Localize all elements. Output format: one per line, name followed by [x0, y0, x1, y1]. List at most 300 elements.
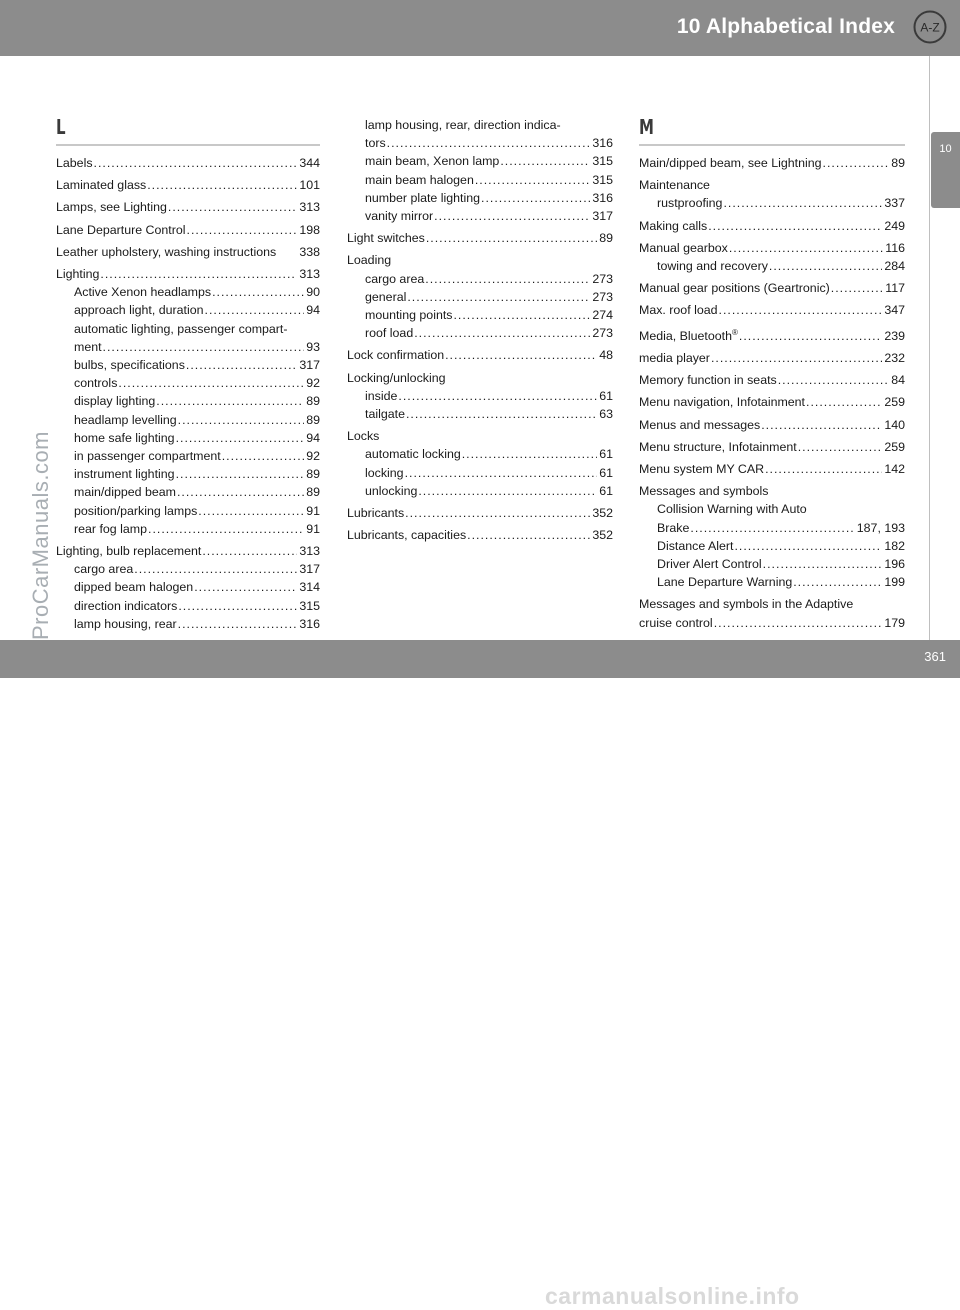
index-entry: [56, 243, 320, 261]
index-subentry: [347, 464, 613, 482]
dot-leader: [723, 194, 882, 212]
entry-term: position/parking lamps: [74, 503, 198, 518]
entry-term: lamp housing, rear: [74, 616, 177, 631]
entry-term: Brake: [657, 520, 690, 535]
index-entry: [347, 504, 613, 522]
page-footer: [0, 640, 960, 1309]
dot-leader: [806, 393, 882, 411]
entry-term: Manual gearbox: [639, 240, 728, 255]
entry-term: Menu system MY CAR: [639, 461, 765, 476]
entry-term: roof load: [365, 326, 414, 341]
entry-page-number[interactable]: 273: [592, 326, 613, 341]
entry-term: inside: [365, 388, 398, 403]
entry-page-number[interactable]: 92: [306, 376, 320, 391]
entry-page-number[interactable]: 199: [884, 575, 905, 590]
entry-page-number[interactable]: 313: [299, 267, 320, 282]
dot-leader: [714, 614, 883, 632]
entry-term: home safe lighting: [74, 430, 175, 445]
entry-page-number[interactable]: 93: [306, 339, 320, 354]
index-entry-line: [56, 542, 320, 560]
dot-leader: [793, 573, 882, 591]
entry-term: rustproofing: [657, 196, 723, 211]
entry-page-number[interactable]: 316: [592, 190, 613, 205]
entry-page-number[interactable]: 352: [592, 506, 613, 521]
dot-leader: [178, 411, 305, 429]
entry-term: Lane Departure Warning: [657, 575, 793, 590]
entry-page-number[interactable]: 315: [299, 598, 320, 613]
index-subentry: [56, 578, 320, 596]
dot-leader: [729, 239, 883, 257]
index-column-3: [639, 116, 905, 636]
dot-leader: [178, 597, 297, 615]
entry-term: Menus and messages: [639, 417, 761, 432]
entry-term: Making calls: [639, 218, 708, 233]
entry-term: Lane Departure Control: [56, 222, 186, 237]
dot-leader: [103, 338, 305, 356]
dot-leader: [778, 371, 889, 389]
chapter-tab-number: 10: [939, 143, 952, 155]
entry-term: locking: [365, 465, 404, 480]
index-entry: [347, 116, 613, 225]
entry-page-number[interactable]: 142: [884, 461, 905, 476]
index-subentry: [639, 194, 905, 212]
dot-leader: [406, 405, 597, 423]
index-subentry-heading: lamp housing, rear, direction indica-: [365, 118, 561, 132]
index-entry: [639, 239, 905, 275]
entry-page-number[interactable]: 344: [299, 156, 320, 170]
side-divider: [929, 56, 930, 640]
entry-page-number[interactable]: 198: [299, 222, 320, 237]
entry-term: Driver Alert Control: [657, 556, 762, 571]
dot-leader: [405, 504, 590, 522]
dot-leader: [194, 578, 297, 596]
dot-leader: [426, 229, 597, 247]
index-subentry: [347, 134, 613, 152]
index-subentry: [639, 573, 905, 591]
index-entry-line: [347, 229, 613, 247]
dot-leader: [202, 542, 297, 560]
dot-leader: [739, 327, 882, 345]
entry-page-number[interactable]: 273: [592, 271, 613, 286]
dot-leader: [176, 429, 305, 447]
entry-term: unlocking: [365, 483, 418, 498]
entry-term: number plate lighting: [365, 190, 481, 205]
entry-page-number[interactable]: 273: [592, 289, 613, 304]
dot-leader: [418, 482, 597, 500]
entry-term: cargo area: [365, 271, 425, 286]
dot-leader: [405, 464, 598, 482]
dot-leader: [205, 301, 305, 319]
index-entry: [639, 301, 905, 319]
index-entry: [639, 324, 905, 345]
index-entry: [56, 154, 320, 172]
index-subentry: [56, 615, 320, 633]
index-entry-line: [639, 279, 905, 297]
page-title: 10 Alphabetical Index: [676, 15, 895, 38]
entry-page-number[interactable]: 315: [592, 172, 613, 187]
dot-leader: [763, 555, 883, 573]
dot-leader: [222, 447, 305, 465]
index-entry-line: [639, 239, 905, 257]
page-header: [0, 0, 960, 56]
entry-page-number[interactable]: 317: [299, 358, 320, 373]
dot-leader: [823, 154, 890, 172]
entry-page-number[interactable]: 91: [306, 521, 320, 536]
dot-leader: [445, 346, 597, 364]
entry-term: Menu navigation, Infotainment: [639, 395, 806, 410]
entry-page-number[interactable]: 187, 193: [856, 520, 905, 535]
watermark-procarmanuals: ProCarManuals.com: [28, 430, 53, 640]
entry-term: display lighting: [74, 394, 156, 409]
entry-page-number[interactable]: 196: [884, 556, 905, 571]
entry-page-number[interactable]: 232: [884, 350, 905, 365]
index-entry: [639, 371, 905, 389]
entry-term: vanity mirror: [365, 209, 434, 224]
index-entry-line: [56, 198, 320, 216]
entry-term: Lubricants, capacities: [347, 528, 467, 543]
index-entry: [639, 595, 905, 631]
svg-text:A-Z: A-Z: [920, 20, 940, 35]
index-entry-line: [639, 349, 905, 367]
entry-term: instrument lighting: [74, 467, 175, 482]
index-entry: [639, 416, 905, 434]
index-entry-heading: Maintenance: [639, 178, 710, 193]
index-column-1: [56, 116, 320, 637]
index-entry: [639, 482, 905, 591]
entry-term: towing and recovery: [657, 259, 768, 274]
entry-page-number[interactable]: 317: [592, 209, 613, 224]
index-subentry: [56, 356, 320, 374]
index-subentry: [639, 537, 905, 555]
entry-page-number[interactable]: 140: [884, 417, 905, 432]
entry-term: Laminated glass: [56, 178, 147, 193]
index-entry: [639, 176, 905, 212]
section-divider: [639, 144, 905, 146]
index-entry: [56, 265, 320, 538]
index-entry: [347, 526, 613, 544]
section-divider: [56, 144, 320, 146]
index-subentry: [56, 465, 320, 483]
entry-term: headlamp levelling: [74, 412, 177, 427]
index-subentry: [56, 374, 320, 392]
index-entry: [56, 176, 320, 194]
entry-page-number[interactable]: 314: [299, 580, 320, 595]
dot-leader: [734, 537, 882, 555]
entry-page-number[interactable]: 89: [599, 231, 613, 246]
index-subentry: [56, 597, 320, 615]
entry-page-number[interactable]: 316: [299, 616, 320, 631]
entry-page-number[interactable]: 89: [891, 156, 905, 170]
entry-page-number[interactable]: 179: [884, 615, 905, 630]
entry-term: tors: [365, 136, 386, 151]
index-subentry: [56, 283, 320, 301]
index-subentry: [56, 338, 320, 356]
index-entry: [56, 198, 320, 216]
chapter-tab[interactable]: [931, 132, 960, 208]
entry-term: Lamps, see Lighting: [56, 200, 167, 215]
index-entry-line: [639, 217, 905, 235]
entry-page-number[interactable]: 61: [599, 447, 613, 462]
index-entry: [347, 346, 613, 364]
dot-leader: [168, 198, 297, 216]
dot-leader: [414, 324, 590, 342]
a-z-index-icon: [913, 10, 947, 44]
index-subentry: [347, 288, 613, 306]
page-number: 361: [924, 649, 946, 664]
dot-leader: [831, 279, 883, 297]
index-entry: [639, 217, 905, 235]
index-entry-line: [56, 265, 320, 283]
index-entry-line: [56, 221, 320, 239]
index-subentry: [56, 392, 320, 410]
entry-term: rear fog lamp: [74, 521, 148, 536]
entry-page-number[interactable]: 182: [884, 538, 905, 553]
entry-term: controls: [74, 376, 118, 391]
entry-term: Lighting: [56, 267, 100, 282]
index-subentry: [56, 560, 320, 578]
entry-page-number[interactable]: 48: [599, 348, 613, 363]
index-entry-line: [347, 526, 613, 544]
index-entry-line: [639, 438, 905, 456]
dot-leader: [798, 438, 883, 456]
entry-page-number[interactable]: 89: [306, 467, 320, 482]
entry-term: cargo area: [74, 562, 134, 577]
index-entry-line: [639, 416, 905, 434]
index-subentry: [639, 555, 905, 573]
index-entry: [639, 460, 905, 478]
entry-page-number[interactable]: 284: [884, 259, 905, 274]
index-entry: [56, 221, 320, 239]
index-entry: [639, 154, 905, 172]
index-subentry: [347, 324, 613, 342]
index-subentry: [56, 411, 320, 429]
entry-page-number[interactable]: 338: [299, 244, 320, 259]
entry-page-number[interactable]: 91: [306, 503, 320, 518]
dot-leader: [453, 306, 590, 324]
index-entry: [639, 393, 905, 411]
index-subentry: [347, 152, 613, 170]
index-entry: [639, 349, 905, 367]
entry-page-number[interactable]: 317: [299, 562, 320, 577]
index-entry-line: [347, 504, 613, 522]
index-subentry: [56, 301, 320, 319]
index-entry-line: [639, 324, 905, 345]
dot-leader: [711, 349, 882, 367]
index-subentry: [347, 306, 613, 324]
entry-term: Manual gear positions (Geartronic): [639, 281, 830, 296]
entry-term: dipped beam halogen: [74, 580, 194, 595]
dot-leader: [118, 374, 304, 392]
entry-term: ment: [74, 339, 102, 354]
dot-leader: [212, 283, 304, 301]
entry-page-number[interactable]: 63: [599, 407, 613, 422]
entry-term: bulbs, specifications: [74, 358, 185, 373]
index-entry-heading: Messages and symbols: [639, 484, 769, 499]
entry-page-number[interactable]: 89: [306, 485, 320, 500]
index-entry-line: [639, 460, 905, 478]
section-letter-m: M: [639, 115, 654, 139]
entry-term: Lubricants: [347, 506, 405, 521]
index-entry-line: [639, 393, 905, 411]
dot-leader: [198, 502, 304, 520]
index-entry-line: [639, 154, 905, 172]
index-subentry: [347, 207, 613, 225]
index-entry-line: [56, 243, 320, 261]
entry-page-number[interactable]: 101: [299, 178, 320, 193]
index-subentry-heading: Collision Warning with Auto: [657, 502, 807, 517]
entry-term: mounting points: [365, 308, 453, 323]
entry-page-number[interactable]: 116: [885, 240, 905, 255]
entry-page-number[interactable]: 259: [884, 395, 905, 410]
entry-term: Max. roof load: [639, 303, 718, 318]
index-entry: [347, 229, 613, 247]
entry-term: Lighting, bulb replacement: [56, 544, 202, 559]
entry-page-number[interactable]: 92: [306, 449, 320, 464]
dot-leader: [387, 134, 591, 152]
entry-page-number[interactable]: 249: [884, 218, 905, 233]
entry-page-number[interactable]: 274: [592, 308, 613, 323]
entry-term: Leather upholstery, washing instructions: [56, 244, 277, 259]
index-column-2: [347, 116, 613, 548]
watermark-carmanualsonline: carmanualsonline.info: [545, 1283, 800, 1309]
index-subentry: [639, 519, 905, 537]
index-subentry: [56, 520, 320, 538]
dot-leader: [475, 171, 590, 189]
index-subentry: [56, 483, 320, 501]
index-entry-heading: Locks: [347, 429, 380, 444]
index-entry-line: [639, 614, 905, 632]
entry-page-number[interactable]: 337: [884, 196, 905, 211]
index-subentry: [347, 387, 613, 405]
dot-leader: [94, 154, 298, 172]
index-subentry: [56, 429, 320, 447]
index-entry-heading: Messages and symbols in the Adaptive: [639, 597, 854, 612]
index-entry: [347, 427, 613, 500]
dot-leader: [500, 152, 590, 170]
dot-leader: [765, 460, 882, 478]
dot-leader: [186, 356, 297, 374]
index-entry-line: [56, 176, 320, 194]
entry-page-number[interactable]: 94: [306, 303, 320, 318]
dot-leader: [178, 615, 298, 633]
dot-leader: [769, 257, 882, 275]
index-entry: [347, 251, 613, 342]
index-entry: [347, 369, 613, 424]
entry-term: media player: [639, 350, 710, 365]
index-subentry: [347, 445, 613, 463]
dot-leader: [708, 217, 882, 235]
entry-page-number[interactable]: 61: [599, 483, 613, 498]
entry-term: Menu structure, Infotainment: [639, 439, 797, 454]
index-subentry: [347, 482, 613, 500]
entry-page-number[interactable]: 89: [306, 394, 320, 409]
entry-page-number[interactable]: 313: [299, 200, 320, 215]
dot-leader: [425, 270, 590, 288]
entry-page-number[interactable]: 316: [592, 136, 613, 151]
entry-term: Memory function in seats: [639, 373, 777, 388]
entry-page-number[interactable]: 239: [884, 328, 905, 343]
entry-page-number[interactable]: 94: [306, 430, 320, 445]
dot-leader: [148, 520, 304, 538]
dot-leader: [398, 387, 597, 405]
index-subentry: [56, 447, 320, 465]
index-subentry: [347, 171, 613, 189]
index-subentry-heading: automatic lighting, passenger compart-: [74, 321, 288, 336]
entry-page-number[interactable]: 89: [306, 412, 320, 427]
index-entry-line: [639, 301, 905, 319]
entry-page-number[interactable]: 352: [592, 528, 613, 543]
entry-page-number[interactable]: 117: [885, 281, 905, 296]
dot-leader: [177, 483, 304, 501]
entry-term: direction indicators: [74, 598, 178, 613]
dot-leader: [462, 445, 597, 463]
entry-page-number[interactable]: 347: [884, 303, 905, 318]
entry-term: general: [365, 289, 407, 304]
dot-leader: [407, 288, 590, 306]
index-entry: [639, 438, 905, 456]
index-entry: [56, 542, 320, 633]
entry-term: Main/dipped beam, see Lightning: [639, 156, 822, 170]
entry-page-number[interactable]: 84: [891, 373, 905, 388]
entry-term: automatic locking: [365, 447, 461, 462]
entry-term: Active Xenon headlamps: [74, 285, 212, 300]
entry-page-number[interactable]: 259: [884, 439, 905, 454]
dot-leader: [147, 176, 297, 194]
entry-term: approach light, duration: [74, 303, 204, 318]
section-letter-l: L: [56, 115, 66, 139]
index-subentry: [347, 405, 613, 423]
dot-leader: [719, 301, 883, 319]
entry-page-number[interactable]: 313: [299, 544, 320, 559]
dot-leader: [690, 519, 854, 537]
entry-term: tailgate: [365, 407, 405, 422]
dot-leader: [156, 392, 304, 410]
index-entry-heading: Locking/unlocking: [347, 370, 446, 385]
entry-page-number[interactable]: 61: [599, 465, 613, 480]
entry-term: Media, Bluetooth®: [639, 327, 738, 343]
entry-term: in passenger compartment: [74, 449, 221, 464]
entry-term: main beam halogen: [365, 172, 474, 187]
entry-page-number[interactable]: 315: [592, 154, 613, 169]
index-subentry: [639, 257, 905, 275]
entry-term: Light switches: [347, 231, 425, 246]
index-entry-heading: Loading: [347, 253, 392, 268]
entry-term: Distance Alert: [657, 538, 734, 553]
index-entry-line: [56, 154, 320, 172]
index-entry-line: [639, 371, 905, 389]
entry-term: main beam, Xenon lamp: [365, 154, 500, 169]
dot-leader: [187, 221, 298, 239]
dot-leader: [100, 265, 297, 283]
dot-leader: [761, 416, 882, 434]
dot-leader: [481, 189, 590, 207]
entry-term: main/dipped beam: [74, 485, 176, 500]
entry-page-number[interactable]: 61: [599, 388, 613, 403]
index-subentry: [347, 270, 613, 288]
dot-leader: [467, 526, 590, 544]
index-entry: [639, 279, 905, 297]
dot-leader: [134, 560, 297, 578]
dot-leader: [434, 207, 590, 225]
entry-page-number[interactable]: 90: [306, 285, 320, 300]
entry-term: Lock confirmation: [347, 348, 445, 363]
index-subentry: [56, 502, 320, 520]
entry-term: Labels: [56, 156, 93, 170]
entry-term: cruise control: [639, 615, 713, 630]
index-subentry: [347, 189, 613, 207]
dot-leader: [176, 465, 305, 483]
index-entry-line: [347, 346, 613, 364]
